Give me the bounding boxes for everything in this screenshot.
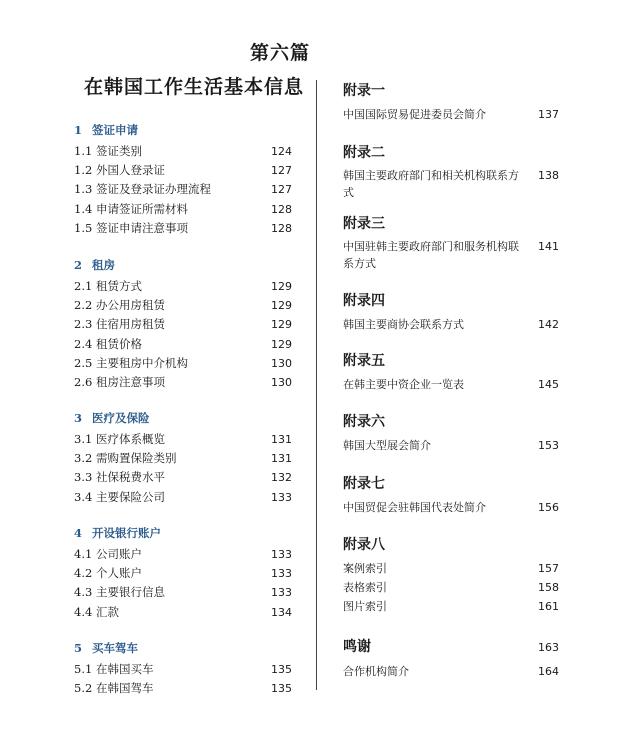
toc-entry[interactable]: 2.2 办公用房租赁 129 [74, 298, 292, 313]
part-title: 第六篇 [249, 42, 310, 64]
toc-entry[interactable]: 4.1 公司账户 133 [74, 547, 292, 561]
toc-entry[interactable]: 3.3 社保税费水平 132 [74, 470, 292, 485]
acknowledgements-entry[interactable]: 鸣谢 163 [343, 636, 559, 658]
appendix-4 [343, 290, 559, 333]
toc-entry[interactable]: 案例索引 157 [343, 562, 559, 575]
toc-entry[interactable]: 中国驻韩主要政府部门和服务机构联系方式 141 [343, 240, 559, 270]
acknowledgements [343, 636, 559, 680]
appendix-2 [343, 142, 559, 201]
toc-entry[interactable]: 2.3 住宿用房租赁 129 [74, 317, 292, 332]
section-car [74, 638, 292, 698]
appendix-5 [343, 350, 559, 393]
toc-entry[interactable]: 4.4 汇款 134 [74, 604, 292, 619]
toc-entry[interactable]: 韩国主要政府部门和相关机构联系方式 138 [343, 169, 559, 199]
section-visa [74, 120, 292, 238]
toc-entry[interactable]: 2.6 租房注意事项 130 [74, 374, 292, 389]
section-heading[interactable]: 3 医疗及保险 [74, 411, 150, 425]
section-heading[interactable]: 2 租房 [74, 258, 115, 272]
toc-entry[interactable]: 3.4 主要保险公司 133 [74, 489, 292, 504]
toc-entry[interactable]: 4.3 主要银行信息 133 [74, 585, 292, 600]
appendix-1 [343, 80, 559, 123]
appendix-7 [343, 473, 559, 516]
toc-entry[interactable]: 韩国主要商协会联系方式 142 [343, 318, 559, 331]
toc-entry[interactable]: 1.2 外国人登录证 127 [74, 163, 292, 178]
appendix-heading: 鸣谢 [343, 639, 371, 655]
appendix-heading[interactable]: 附录四 [343, 293, 385, 309]
column-divider [316, 80, 317, 690]
section-banking [74, 523, 292, 622]
appendix-3 [343, 213, 559, 272]
appendix-6 [343, 411, 559, 454]
toc-entry[interactable]: 5.1 在韩国买车 135 [74, 662, 292, 676]
toc-entry[interactable]: 2.5 主要租房中介机构 130 [74, 355, 292, 370]
toc-entry[interactable]: 在韩主要中资企业一览表 145 [343, 378, 559, 391]
toc-entry[interactable]: 2.4 租赁价格 129 [74, 336, 292, 351]
section-heading[interactable]: 5 买车驾车 [74, 641, 138, 655]
toc-entry[interactable]: 1.1 签证类别 124 [74, 144, 292, 158]
appendix-8 [343, 534, 559, 615]
section-heading[interactable]: 1 签证申请 [74, 123, 138, 137]
appendix-heading[interactable]: 附录七 [343, 476, 385, 492]
main-title: 在韩国工作生活基本信息 [84, 76, 305, 98]
section-heading[interactable]: 4 开设银行账户 [74, 526, 161, 540]
toc-entry[interactable]: 中国国际贸易促进委员会简介 137 [343, 108, 559, 121]
toc-entry[interactable]: 5.2 在韩国驾车 135 [74, 681, 292, 696]
toc-entry[interactable]: 2.1 租赁方式 129 [74, 279, 292, 293]
section-medical [74, 408, 292, 507]
toc-entry[interactable]: 3.1 医疗体系概览 131 [74, 432, 292, 446]
appendix-heading[interactable]: 附录六 [343, 414, 385, 430]
toc-entry[interactable]: 韩国大型展会简介 153 [343, 439, 559, 452]
toc-entry[interactable]: 合作机构简介 164 [343, 665, 559, 678]
toc-entry[interactable]: 1.3 签证及登录证办理流程 127 [74, 182, 292, 197]
toc-entry[interactable]: 表格索引 158 [343, 581, 559, 594]
section-renting [74, 255, 292, 392]
toc-entry[interactable]: 1.4 申请签证所需材料 128 [74, 201, 292, 216]
toc-entry[interactable]: 4.2 个人账户 133 [74, 566, 292, 581]
toc-entry[interactable]: 1.5 签证申请注意事项 128 [74, 220, 292, 235]
toc-entry[interactable]: 3.2 需购置保险类别 131 [74, 451, 292, 466]
appendix-heading[interactable]: 附录三 [343, 216, 385, 232]
appendix-heading[interactable]: 附录一 [343, 83, 385, 99]
appendix-heading[interactable]: 附录八 [343, 537, 385, 553]
toc-entry[interactable]: 图片索引 161 [343, 600, 559, 613]
toc-entry[interactable]: 中国贸促会驻韩国代表处简介 156 [343, 501, 559, 514]
appendix-heading[interactable]: 附录五 [343, 353, 385, 369]
appendix-heading[interactable]: 附录二 [343, 145, 385, 161]
